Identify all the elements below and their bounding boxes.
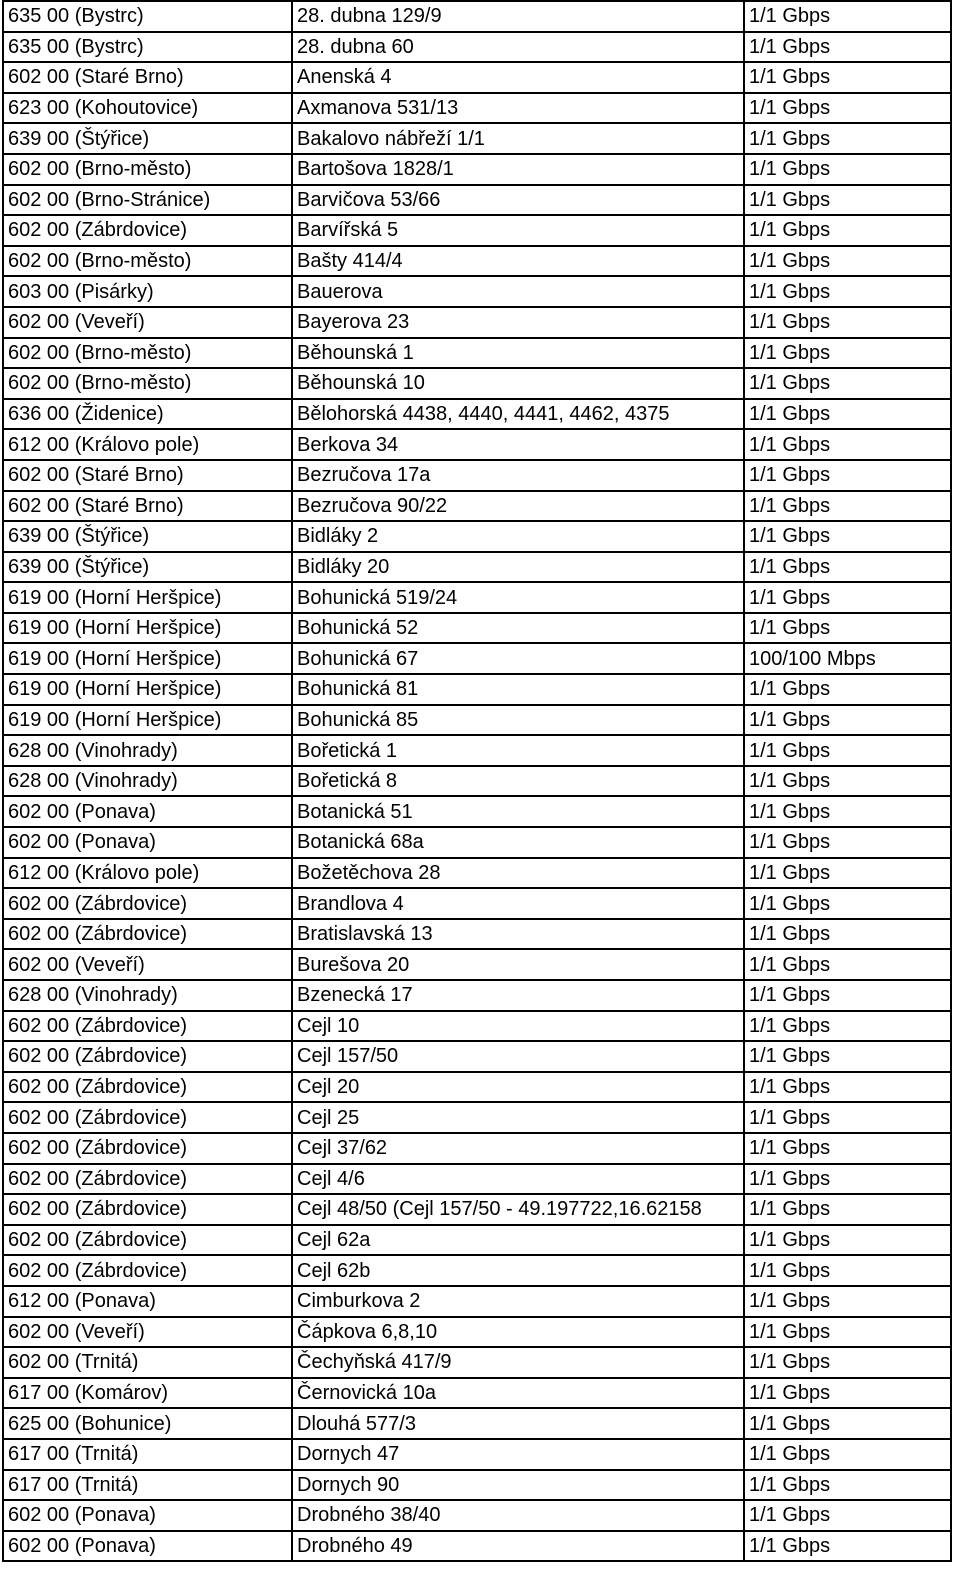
speed-cell: 1/1 Gbps <box>744 307 951 338</box>
speed-cell: 1/1 Gbps <box>744 949 951 980</box>
postal-district-cell: 625 00 (Bohunice) <box>3 1408 292 1439</box>
table-row <box>3 613 951 644</box>
speed-cell: 1/1 Gbps <box>744 276 951 307</box>
address-cell: Cejl 10 <box>292 1011 744 1042</box>
postal-district-cell: 602 00 (Zábrdovice) <box>3 1072 292 1103</box>
speed-cell: 1/1 Gbps <box>744 1225 951 1256</box>
address-cell: Cejl 4/6 <box>292 1164 744 1195</box>
address-cell: Cejl 62b <box>292 1255 744 1286</box>
postal-district-cell: 619 00 (Horní Heršpice) <box>3 582 292 613</box>
table-row <box>3 338 951 369</box>
address-cell: 28. dubna 129/9 <box>292 1 744 32</box>
speed-cell: 1/1 Gbps <box>744 1072 951 1103</box>
table-row <box>3 1286 951 1317</box>
speed-cell: 1/1 Gbps <box>744 521 951 552</box>
postal-district-cell: 602 00 (Brno-město) <box>3 338 292 369</box>
table-row <box>3 1102 951 1133</box>
table-row <box>3 766 951 797</box>
speed-cell: 1/1 Gbps <box>744 888 951 919</box>
address-cell: Čechyňská 417/9 <box>292 1347 744 1378</box>
speed-cell: 1/1 Gbps <box>744 154 951 185</box>
address-cell: Černovická 10a <box>292 1378 744 1409</box>
table-row <box>3 1500 951 1531</box>
table-row <box>3 246 951 277</box>
address-cell: Čápkova 6,8,10 <box>292 1317 744 1348</box>
speed-cell: 1/1 Gbps <box>744 338 951 369</box>
postal-district-cell: 602 00 (Zábrdovice) <box>3 888 292 919</box>
speed-cell: 1/1 Gbps <box>744 552 951 583</box>
speed-cell: 1/1 Gbps <box>744 1378 951 1409</box>
address-cell: Bohunická 85 <box>292 705 744 736</box>
postal-district-cell: 602 00 (Zábrdovice) <box>3 919 292 950</box>
address-cell: Běhounská 1 <box>292 338 744 369</box>
table-row <box>3 1347 951 1378</box>
postal-district-cell: 602 00 (Ponava) <box>3 1531 292 1562</box>
address-cell: Bohunická 81 <box>292 674 744 705</box>
postal-district-cell: 619 00 (Horní Heršpice) <box>3 643 292 674</box>
postal-district-cell: 602 00 (Brno-město) <box>3 368 292 399</box>
table-row <box>3 154 951 185</box>
address-cell: Cimburkova 2 <box>292 1286 744 1317</box>
address-cell: Bidláky 2 <box>292 521 744 552</box>
table-row <box>3 1470 951 1501</box>
speed-cell: 1/1 Gbps <box>744 1347 951 1378</box>
address-cell: 28. dubna 60 <box>292 32 744 63</box>
table-row <box>3 399 951 430</box>
address-cell: Drobného 49 <box>292 1531 744 1562</box>
speed-cell: 1/1 Gbps <box>744 93 951 124</box>
speed-cell: 1/1 Gbps <box>744 674 951 705</box>
postal-district-cell: 602 00 (Staré Brno) <box>3 460 292 491</box>
speed-cell: 1/1 Gbps <box>744 1133 951 1164</box>
table-row <box>3 735 951 766</box>
postal-district-cell: 602 00 (Ponava) <box>3 796 292 827</box>
address-cell: Cejl 62a <box>292 1225 744 1256</box>
table-row <box>3 1317 951 1348</box>
speed-cell: 1/1 Gbps <box>744 919 951 950</box>
table-row <box>3 1164 951 1195</box>
table-row <box>3 1011 951 1042</box>
postal-district-cell: 602 00 (Ponava) <box>3 827 292 858</box>
table-row <box>3 215 951 246</box>
speed-cell: 1/1 Gbps <box>744 429 951 460</box>
address-cell: Botanická 68a <box>292 827 744 858</box>
postal-district-cell: 617 00 (Trnitá) <box>3 1439 292 1470</box>
table-row <box>3 1133 951 1164</box>
table-row <box>3 429 951 460</box>
speed-cell: 1/1 Gbps <box>744 613 951 644</box>
address-cell: Bidláky 20 <box>292 552 744 583</box>
address-cell: Bašty 414/4 <box>292 246 744 277</box>
speed-cell: 1/1 Gbps <box>744 1102 951 1133</box>
speed-cell: 1/1 Gbps <box>744 215 951 246</box>
table-row <box>3 1408 951 1439</box>
postal-district-cell: 639 00 (Štýřice) <box>3 123 292 154</box>
postal-district-cell: 602 00 (Trnitá) <box>3 1347 292 1378</box>
postal-district-cell: 602 00 (Zábrdovice) <box>3 1194 292 1225</box>
address-cell: Cejl 48/50 (Cejl 157/50 - 49.197722,16.62158 <box>292 1194 744 1225</box>
address-cell: Bartošova 1828/1 <box>292 154 744 185</box>
table-row <box>3 674 951 705</box>
speed-cell: 1/1 Gbps <box>744 123 951 154</box>
speed-cell: 1/1 Gbps <box>744 491 951 522</box>
table-row <box>3 582 951 613</box>
postal-district-cell: 612 00 (Ponava) <box>3 1286 292 1317</box>
table-row <box>3 460 951 491</box>
table-row <box>3 705 951 736</box>
postal-district-cell: 602 00 (Zábrdovice) <box>3 1255 292 1286</box>
table-row <box>3 62 951 93</box>
table-row <box>3 643 951 674</box>
table-row <box>3 123 951 154</box>
postal-district-cell: 639 00 (Štýřice) <box>3 552 292 583</box>
address-cell: Bezručova 17a <box>292 460 744 491</box>
speed-cell: 1/1 Gbps <box>744 582 951 613</box>
speed-cell: 1/1 Gbps <box>744 368 951 399</box>
table-row <box>3 888 951 919</box>
table-row <box>3 552 951 583</box>
address-cell: Bauerova <box>292 276 744 307</box>
postal-district-cell: 628 00 (Vinohrady) <box>3 980 292 1011</box>
table-row <box>3 1378 951 1409</box>
table-row <box>3 1072 951 1103</box>
speed-cell: 1/1 Gbps <box>744 1500 951 1531</box>
postal-district-cell: 602 00 (Veveří) <box>3 949 292 980</box>
table-row <box>3 1194 951 1225</box>
postal-district-cell: 617 00 (Komárov) <box>3 1378 292 1409</box>
address-cell: Cejl 25 <box>292 1102 744 1133</box>
postal-district-cell: 603 00 (Pisárky) <box>3 276 292 307</box>
postal-district-cell: 639 00 (Štýřice) <box>3 521 292 552</box>
postal-district-cell: 612 00 (Královo pole) <box>3 858 292 889</box>
address-speed-table <box>2 0 952 1562</box>
postal-district-cell: 628 00 (Vinohrady) <box>3 766 292 797</box>
address-cell: Cejl 37/62 <box>292 1133 744 1164</box>
table-row <box>3 93 951 124</box>
speed-cell: 1/1 Gbps <box>744 827 951 858</box>
address-cell: Dornych 90 <box>292 1470 744 1501</box>
address-cell: Barvířská 5 <box>292 215 744 246</box>
speed-cell: 1/1 Gbps <box>744 185 951 216</box>
speed-cell: 1/1 Gbps <box>744 796 951 827</box>
address-cell: Burešova 20 <box>292 949 744 980</box>
speed-cell: 1/1 Gbps <box>744 460 951 491</box>
table-row <box>3 32 951 63</box>
speed-cell: 1/1 Gbps <box>744 1164 951 1195</box>
address-cell: Axmanova 531/13 <box>292 93 744 124</box>
speed-cell: 100/100 Mbps <box>744 643 951 674</box>
address-cell: Barvičova 53/66 <box>292 185 744 216</box>
speed-cell: 1/1 Gbps <box>744 1041 951 1072</box>
postal-district-cell: 602 00 (Zábrdovice) <box>3 1164 292 1195</box>
table-row <box>3 827 951 858</box>
speed-cell: 1/1 Gbps <box>744 1317 951 1348</box>
speed-cell: 1/1 Gbps <box>744 1470 951 1501</box>
address-cell: Bohunická 67 <box>292 643 744 674</box>
table-row <box>3 1255 951 1286</box>
postal-district-cell: 636 00 (Židenice) <box>3 399 292 430</box>
postal-district-cell: 635 00 (Bystrc) <box>3 32 292 63</box>
speed-cell: 1/1 Gbps <box>744 858 951 889</box>
postal-district-cell: 602 00 (Veveří) <box>3 1317 292 1348</box>
address-cell: Bzenecká 17 <box>292 980 744 1011</box>
speed-cell: 1/1 Gbps <box>744 399 951 430</box>
address-cell: Cejl 20 <box>292 1072 744 1103</box>
address-cell: Dornych 47 <box>292 1439 744 1470</box>
address-cell: Dlouhá 577/3 <box>292 1408 744 1439</box>
address-cell: Bakalovo nábřeží 1/1 <box>292 123 744 154</box>
address-cell: Bayerova 23 <box>292 307 744 338</box>
postal-district-cell: 619 00 (Horní Heršpice) <box>3 674 292 705</box>
postal-district-cell: 602 00 (Staré Brno) <box>3 491 292 522</box>
address-cell: Bezručova 90/22 <box>292 491 744 522</box>
address-cell: Bratislavská 13 <box>292 919 744 950</box>
postal-district-cell: 602 00 (Zábrdovice) <box>3 1011 292 1042</box>
table-row <box>3 276 951 307</box>
address-cell: Brandlova 4 <box>292 888 744 919</box>
postal-district-cell: 602 00 (Zábrdovice) <box>3 215 292 246</box>
address-cell: Drobného 38/40 <box>292 1500 744 1531</box>
speed-cell: 1/1 Gbps <box>744 1194 951 1225</box>
postal-district-cell: 602 00 (Brno-město) <box>3 246 292 277</box>
table-row <box>3 307 951 338</box>
address-cell: Bořetická 1 <box>292 735 744 766</box>
table-row <box>3 491 951 522</box>
table-row <box>3 980 951 1011</box>
address-cell: Bořetická 8 <box>292 766 744 797</box>
address-cell: Bělohorská 4438, 4440, 4441, 4462, 4375 <box>292 399 744 430</box>
table-row <box>3 1225 951 1256</box>
speed-cell: 1/1 Gbps <box>744 32 951 63</box>
speed-cell: 1/1 Gbps <box>744 1011 951 1042</box>
speed-cell: 1/1 Gbps <box>744 735 951 766</box>
address-cell: Berkova 34 <box>292 429 744 460</box>
table-row <box>3 1 951 32</box>
table-row <box>3 796 951 827</box>
address-cell: Běhounská 10 <box>292 368 744 399</box>
table-row <box>3 1041 951 1072</box>
address-cell: Bohunická 519/24 <box>292 582 744 613</box>
table-row <box>3 949 951 980</box>
postal-district-cell: 617 00 (Trnitá) <box>3 1470 292 1501</box>
table-row <box>3 1531 951 1562</box>
speed-cell: 1/1 Gbps <box>744 980 951 1011</box>
speed-cell: 1/1 Gbps <box>744 705 951 736</box>
address-cell: Božetěchova 28 <box>292 858 744 889</box>
table-row <box>3 1439 951 1470</box>
address-cell: Bohunická 52 <box>292 613 744 644</box>
table-body <box>3 1 951 1561</box>
speed-cell: 1/1 Gbps <box>744 62 951 93</box>
table-row <box>3 858 951 889</box>
postal-district-cell: 602 00 (Zábrdovice) <box>3 1102 292 1133</box>
speed-cell: 1/1 Gbps <box>744 1408 951 1439</box>
address-cell: Botanická 51 <box>292 796 744 827</box>
speed-cell: 1/1 Gbps <box>744 1531 951 1562</box>
speed-cell: 1/1 Gbps <box>744 766 951 797</box>
postal-district-cell: 628 00 (Vinohrady) <box>3 735 292 766</box>
postal-district-cell: 602 00 (Zábrdovice) <box>3 1225 292 1256</box>
address-cell: Anenská 4 <box>292 62 744 93</box>
speed-cell: 1/1 Gbps <box>744 1255 951 1286</box>
postal-district-cell: 602 00 (Veveří) <box>3 307 292 338</box>
address-cell: Cejl 157/50 <box>292 1041 744 1072</box>
table-row <box>3 919 951 950</box>
postal-district-cell: 619 00 (Horní Heršpice) <box>3 705 292 736</box>
speed-cell: 1/1 Gbps <box>744 1439 951 1470</box>
table-row <box>3 185 951 216</box>
postal-district-cell: 602 00 (Zábrdovice) <box>3 1133 292 1164</box>
postal-district-cell: 602 00 (Brno-Stránice) <box>3 185 292 216</box>
speed-cell: 1/1 Gbps <box>744 246 951 277</box>
speed-cell: 1/1 Gbps <box>744 1 951 32</box>
postal-district-cell: 612 00 (Královo pole) <box>3 429 292 460</box>
postal-district-cell: 635 00 (Bystrc) <box>3 1 292 32</box>
postal-district-cell: 623 00 (Kohoutovice) <box>3 93 292 124</box>
postal-district-cell: 619 00 (Horní Heršpice) <box>3 613 292 644</box>
postal-district-cell: 602 00 (Brno-město) <box>3 154 292 185</box>
speed-cell: 1/1 Gbps <box>744 1286 951 1317</box>
postal-district-cell: 602 00 (Zábrdovice) <box>3 1041 292 1072</box>
postal-district-cell: 602 00 (Staré Brno) <box>3 62 292 93</box>
table-row <box>3 368 951 399</box>
postal-district-cell: 602 00 (Ponava) <box>3 1500 292 1531</box>
table-row <box>3 521 951 552</box>
